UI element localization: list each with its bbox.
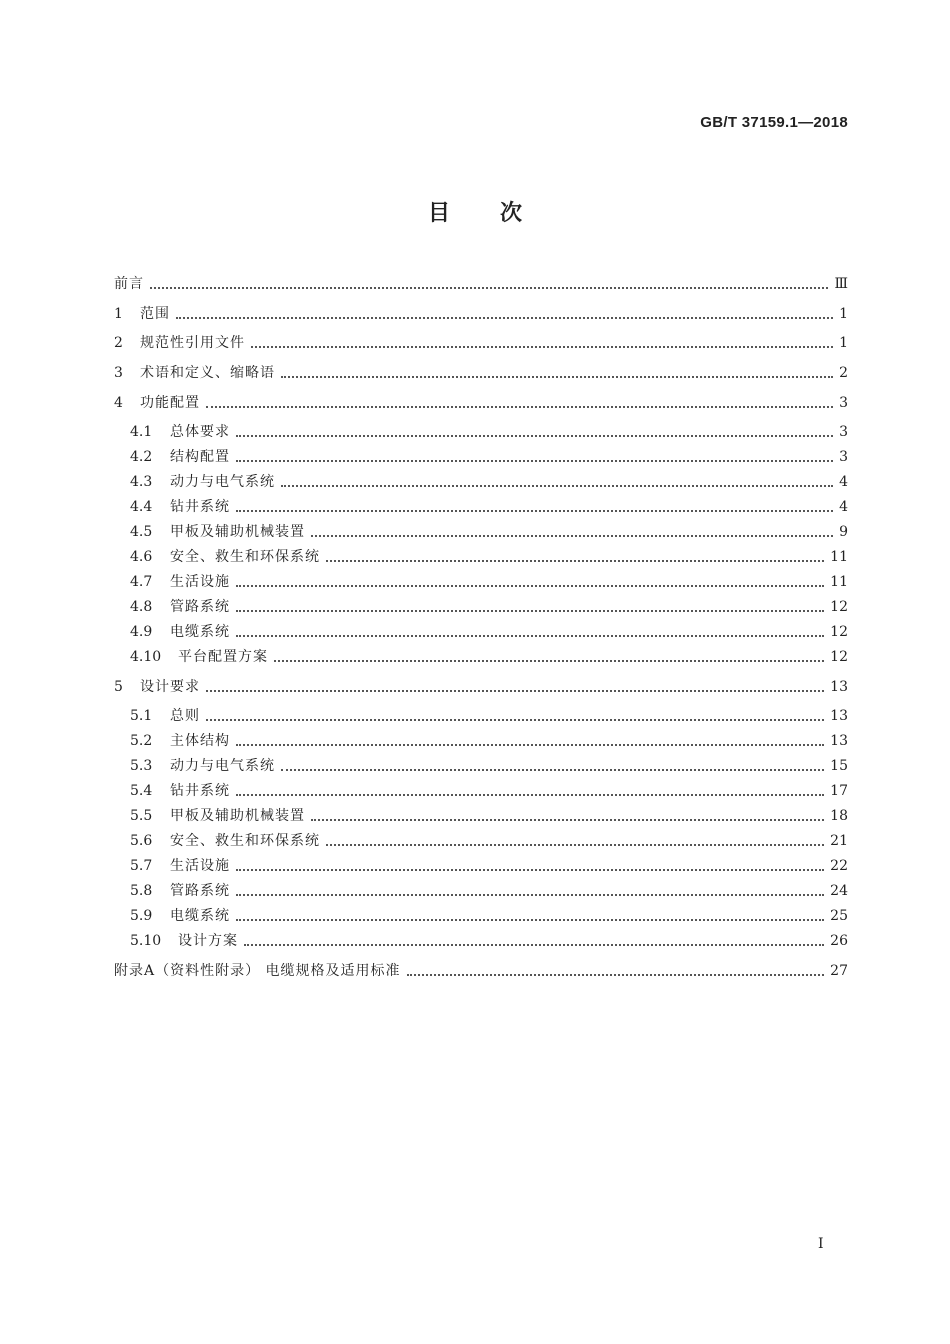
toc-entry-page: 26 [830,933,848,949]
toc-entry[interactable] [130,545,848,567]
toc-entry-page: 4 [839,474,848,490]
dot-leader [236,744,824,746]
toc-entry-number: 4.6 [130,549,153,565]
toc-entry-number: 1 [114,306,123,322]
dot-leader [281,769,824,771]
toc-entry-label: 管路系统 [170,883,230,899]
toc-entry-number: 5.10 [130,933,162,949]
toc-entry[interactable] [130,729,848,751]
toc-entry-number: 5 [114,679,123,695]
toc-entry-page: 21 [830,833,848,849]
toc-entry-label: 主体结构 [170,733,230,749]
toc-entry-label: 安全、救生和环保系统 [170,549,320,565]
toc-entry-label: 安全、救生和环保系统 [170,833,320,849]
toc-entry-number: 5.8 [130,883,153,899]
toc-entry-page: 15 [830,758,848,774]
toc-entry-label: 总体要求 [170,424,230,440]
dot-leader [251,346,833,348]
toc-entry-page: 13 [830,679,848,695]
toc-entry[interactable] [130,420,848,442]
dot-leader [236,610,824,612]
toc-entry-page: 1 [839,335,848,351]
toc-entry-label: 动力与电气系统 [170,758,275,774]
toc-entry-label: 管路系统 [170,599,230,615]
toc-entry[interactable] [130,704,848,726]
toc-entry-number: 2 [114,335,123,351]
toc-entry-page: 12 [830,624,848,640]
toc-entry-label: 前言 [114,276,144,292]
toc-entry[interactable] [130,779,848,801]
toc-entry-label: 生活设施 [170,574,230,590]
toc-entry[interactable] [130,754,848,776]
toc-entry-page: 25 [830,908,848,924]
toc-entry[interactable] [130,645,848,667]
toc-entry-page: 4 [839,499,848,515]
dot-leader [326,844,824,846]
dot-leader [326,560,824,562]
toc-entry-label: 钻井系统 [170,499,230,515]
toc-entry-page: Ⅲ [834,276,848,292]
toc-entry[interactable] [114,391,848,413]
toc-entry-label: 范围 [140,306,170,322]
toc-entry[interactable] [114,959,848,981]
toc-entry[interactable] [130,470,848,492]
toc-entry[interactable] [130,929,848,951]
toc-entry-page: 22 [830,858,848,874]
toc-entry-page: 12 [830,649,848,665]
dot-leader [206,719,824,721]
toc-entry-page: 13 [830,708,848,724]
toc-entry-number: 5.7 [130,858,153,874]
toc-entry-page: 3 [839,395,848,411]
toc-entry-number: 4.2 [130,449,153,465]
toc-entry-page: 11 [830,549,848,565]
toc-entry-number: 4.1 [130,424,153,440]
toc-entry[interactable] [130,879,848,901]
toc-entry[interactable] [130,804,848,826]
toc-entry[interactable] [130,520,848,542]
toc-title-char-2: 次 [500,201,523,226]
toc-entry-label: 动力与电气系统 [170,474,275,490]
toc-entry-label: 功能配置 [140,395,200,411]
dot-leader [236,460,833,462]
toc-entry-label: 附录A（资料性附录） 电缆规格及适用标准 [114,963,401,979]
dot-leader [281,376,833,378]
dot-leader [281,485,833,487]
toc-entry-page: 9 [839,524,848,540]
toc-entry-number: 5.4 [130,783,153,799]
toc-entry[interactable] [130,445,848,467]
toc-title-char-1: 目 [427,201,450,226]
toc-entry-number: 4.8 [130,599,153,615]
toc-entry-page: 17 [830,783,848,799]
toc-entry-page: 18 [830,808,848,824]
toc-entry-label: 电缆系统 [170,624,230,640]
dot-leader [236,894,824,896]
toc-entry[interactable] [130,854,848,876]
toc-entry-number: 5.6 [130,833,153,849]
toc-entry-page: 13 [830,733,848,749]
toc-entry-label: 生活设施 [170,858,230,874]
toc-entry[interactable] [130,570,848,592]
toc-entry-page: 2 [839,365,848,381]
toc-entry-page: 24 [830,883,848,899]
dot-leader [311,819,824,821]
toc-entry-number: 3 [114,365,123,381]
dot-leader [236,635,824,637]
dot-leader [176,317,833,319]
footer-page-number: I [818,1236,824,1252]
toc-entry-number: 5.5 [130,808,153,824]
toc-entry-label: 总则 [170,708,200,724]
toc-entry-label: 电缆系统 [170,908,230,924]
toc-entry[interactable] [114,675,848,697]
toc-entry-page: 11 [830,574,848,590]
standard-code: GB/T 37159.1—2018 [700,114,848,131]
toc-entry-number: 5.2 [130,733,153,749]
toc-entry-page: 12 [830,599,848,615]
toc-entry-label: 甲板及辅助机械装置 [170,524,305,540]
toc-entry-label: 设计要求 [140,679,200,695]
toc-entry-label: 规范性引用文件 [140,335,245,351]
toc-entry-number: 4 [114,395,123,411]
dot-leader [236,585,824,587]
toc-entry-label: 设计方案 [178,933,238,949]
toc-entry-number: 4.9 [130,624,153,640]
dot-leader [206,406,833,408]
toc-entry[interactable] [114,302,848,324]
toc-entry-number: 4.7 [130,574,153,590]
toc-entry-page: 27 [830,963,848,979]
toc-title [0,196,950,227]
toc-entry[interactable] [130,595,848,617]
toc-entry[interactable] [114,272,848,294]
toc-entry-number: 5.9 [130,908,153,924]
toc-entry-page: 3 [839,424,848,440]
toc-entry-label: 结构配置 [170,449,230,465]
dot-leader [407,974,825,976]
toc-entry-number: 5.1 [130,708,153,724]
toc-entry-number: 4.3 [130,474,153,490]
dot-leader [274,660,824,662]
dot-leader [150,287,828,289]
toc-entry-number: 4.10 [130,649,162,665]
dot-leader [236,510,833,512]
toc-entry-number: 4.5 [130,524,153,540]
dot-leader [236,919,824,921]
dot-leader [311,535,833,537]
toc-entry[interactable] [114,331,848,353]
toc-entry[interactable] [130,904,848,926]
toc-entry[interactable] [130,495,848,517]
toc-entry-page: 3 [839,449,848,465]
dot-leader [244,944,824,946]
toc-entry-number: 4.4 [130,499,153,515]
dot-leader [236,869,824,871]
toc-entry[interactable] [130,829,848,851]
toc-entry-page: 1 [839,306,848,322]
dot-leader [206,690,824,692]
toc-entry-label: 甲板及辅助机械装置 [170,808,305,824]
toc-entry-label: 钻井系统 [170,783,230,799]
toc-entry-label: 平台配置方案 [178,649,268,665]
toc-entry[interactable] [130,620,848,642]
toc-entry[interactable] [114,361,848,383]
dot-leader [236,435,833,437]
dot-leader [236,794,824,796]
toc-entry-label: 术语和定义、缩略语 [140,365,275,381]
toc-entry-number: 5.3 [130,758,153,774]
